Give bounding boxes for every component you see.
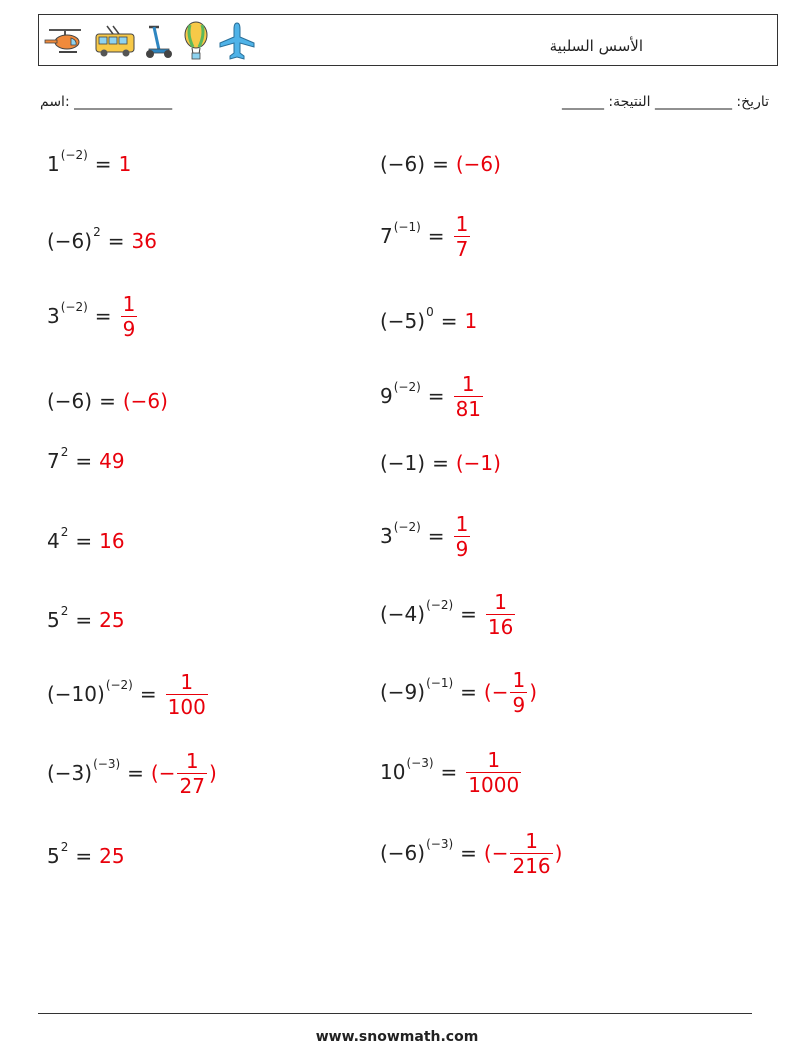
problem-20 — [380, 828, 563, 878]
equals-sign: = — [460, 841, 477, 865]
answer: 1 — [464, 309, 478, 333]
segway-icon — [143, 23, 175, 59]
problem-exponent: (−1) — [426, 676, 454, 690]
problem-base: (−6) — [47, 389, 93, 413]
answer: 25 — [99, 844, 125, 868]
problem-base: 7 — [380, 224, 393, 248]
problem-exponent: (−2) — [60, 300, 88, 314]
problem-base: (−4) — [380, 602, 426, 626]
fraction-numerator: 1 — [180, 669, 194, 694]
fraction-denominator: 27 — [179, 773, 205, 798]
problem-exponent: 0 — [426, 305, 434, 319]
answer: 49 — [99, 449, 125, 473]
date-score-field: ______ :تاريخ: ___________ النتيجة — [561, 94, 769, 110]
worksheet-header — [38, 14, 778, 66]
answer: 36 — [131, 229, 157, 253]
problem-exponent: (−1) — [393, 220, 421, 234]
equals-sign: = — [427, 224, 445, 248]
problem-base: 1 — [47, 152, 60, 176]
problem-base: (−6) — [380, 841, 426, 865]
problem-base: (−10) — [47, 682, 105, 706]
answer-open-neg: (− — [483, 841, 509, 865]
name-field: اسم: ______________ — [40, 94, 173, 110]
fraction-numerator: 1 — [122, 291, 136, 316]
answer-fraction — [466, 747, 521, 797]
fraction-numerator: 1 — [455, 211, 469, 236]
problem-base: 4 — [47, 529, 60, 553]
problem-7 — [47, 389, 168, 413]
problem-exponent: (−2) — [393, 380, 421, 394]
equals-sign: = — [139, 682, 157, 706]
answer: 16 — [99, 529, 125, 553]
fraction-denominator: 7 — [455, 236, 469, 261]
footer-url: www.snowmath.com — [315, 1029, 479, 1045]
problem-base: 7 — [47, 449, 60, 473]
answer-fraction — [166, 669, 208, 719]
problem-13 — [47, 604, 125, 632]
equals-sign: = — [75, 608, 93, 632]
answer-open-neg: (− — [150, 761, 176, 785]
problem-16 — [380, 667, 538, 717]
problem-4 — [380, 211, 472, 261]
fraction-numerator: 1 — [185, 748, 199, 773]
equals-sign: = — [99, 389, 116, 413]
fraction-denominator: 81 — [455, 396, 482, 421]
equals-sign: = — [94, 304, 112, 328]
problem-exponent: (−3) — [93, 757, 121, 771]
problem-6 — [380, 305, 478, 333]
problem-base: (−9) — [380, 680, 426, 704]
problem-5 — [47, 291, 139, 341]
problem-base: (−6) — [47, 229, 93, 253]
answer: (−6) — [122, 389, 168, 413]
problem-base: 10 — [380, 760, 406, 784]
answer-fraction — [177, 748, 206, 798]
problem-9 — [47, 445, 125, 473]
fraction-denominator: 1000 — [468, 772, 520, 797]
problem-exponent: (−2) — [426, 598, 454, 612]
fraction-numerator: 1 — [461, 371, 475, 396]
answer: (−1) — [455, 451, 501, 475]
equals-sign: = — [107, 229, 125, 253]
problem-base: (−6) — [380, 152, 426, 176]
problem-15 — [47, 669, 210, 719]
problem-3 — [47, 225, 157, 253]
fraction-numerator: 1 — [525, 828, 538, 853]
problem-exponent: 2 — [60, 525, 69, 539]
problem-exponent: 2 — [60, 840, 69, 854]
fraction-denominator: 9 — [455, 536, 469, 561]
problem-base: 3 — [47, 304, 60, 328]
fraction-denominator: 16 — [487, 614, 514, 639]
answer-open-neg: (− — [483, 680, 509, 704]
problem-14 — [380, 589, 517, 639]
equals-sign: = — [75, 844, 93, 868]
problem-base: 5 — [47, 844, 60, 868]
helicopter-icon — [43, 26, 87, 56]
answer: 25 — [99, 608, 125, 632]
answer-close-paren: ) — [529, 680, 538, 704]
answer-fraction — [454, 511, 471, 561]
equals-sign: = — [94, 152, 112, 176]
footer-divider — [38, 1013, 752, 1014]
problem-exponent: (−3) — [426, 837, 454, 851]
icon-strip — [43, 21, 257, 61]
equals-sign: = — [75, 449, 93, 473]
fraction-denominator: 9 — [512, 692, 526, 717]
problem-19 — [47, 840, 125, 868]
trolleybus-icon — [93, 24, 137, 58]
fraction-numerator: 1 — [455, 511, 469, 536]
problem-11 — [47, 525, 125, 553]
answer-fraction — [121, 291, 138, 341]
answer: (−6) — [455, 152, 501, 176]
problem-exponent: (−3) — [406, 756, 434, 770]
fraction-denominator: 9 — [122, 316, 136, 341]
problem-exponent: (−2) — [105, 678, 133, 692]
problem-17 — [47, 748, 217, 798]
answer-fraction — [454, 371, 483, 421]
problem-base: (−5) — [380, 309, 426, 333]
answer: 1 — [118, 152, 132, 176]
problem-base: 3 — [380, 524, 393, 548]
airplane-icon — [217, 21, 257, 61]
equals-sign: = — [460, 602, 477, 626]
equals-sign: = — [460, 680, 477, 704]
problem-exponent: 2 — [60, 604, 69, 618]
problem-exponent: (−2) — [60, 148, 88, 162]
problem-exponent: 2 — [93, 225, 101, 239]
answer-fraction — [486, 589, 515, 639]
fraction-denominator: 216 — [512, 853, 551, 878]
equals-sign: = — [75, 529, 93, 553]
equals-sign: = — [432, 451, 449, 475]
hot-air-balloon-icon — [181, 21, 211, 61]
worksheet-title: الأسس السلبية — [549, 37, 643, 55]
problem-2 — [380, 152, 501, 176]
equals-sign: = — [427, 384, 445, 408]
answer-close-paren: ) — [208, 761, 217, 785]
fraction-denominator: 100 — [167, 694, 206, 719]
problem-base: (−1) — [380, 451, 426, 475]
fraction-numerator: 1 — [487, 747, 501, 772]
problem-base: 5 — [47, 608, 60, 632]
problem-12 — [380, 511, 472, 561]
problem-exponent: 2 — [60, 445, 69, 459]
fraction-numerator: 1 — [512, 667, 526, 692]
problem-18 — [380, 747, 523, 797]
problem-1 — [47, 148, 132, 176]
equals-sign: = — [432, 152, 449, 176]
problem-8 — [380, 371, 485, 421]
answer-fraction — [510, 828, 552, 878]
problem-10 — [380, 451, 501, 475]
answer-close-paren: ) — [554, 841, 563, 865]
problem-base: (−3) — [47, 761, 93, 785]
equals-sign: = — [427, 524, 445, 548]
equals-sign: = — [440, 760, 458, 784]
problem-exponent: (−2) — [393, 520, 421, 534]
problem-base: 9 — [380, 384, 393, 408]
equals-sign: = — [127, 761, 144, 785]
fraction-numerator: 1 — [494, 589, 508, 614]
answer-fraction — [510, 667, 527, 717]
equals-sign: = — [440, 309, 458, 333]
answer-fraction — [454, 211, 471, 261]
